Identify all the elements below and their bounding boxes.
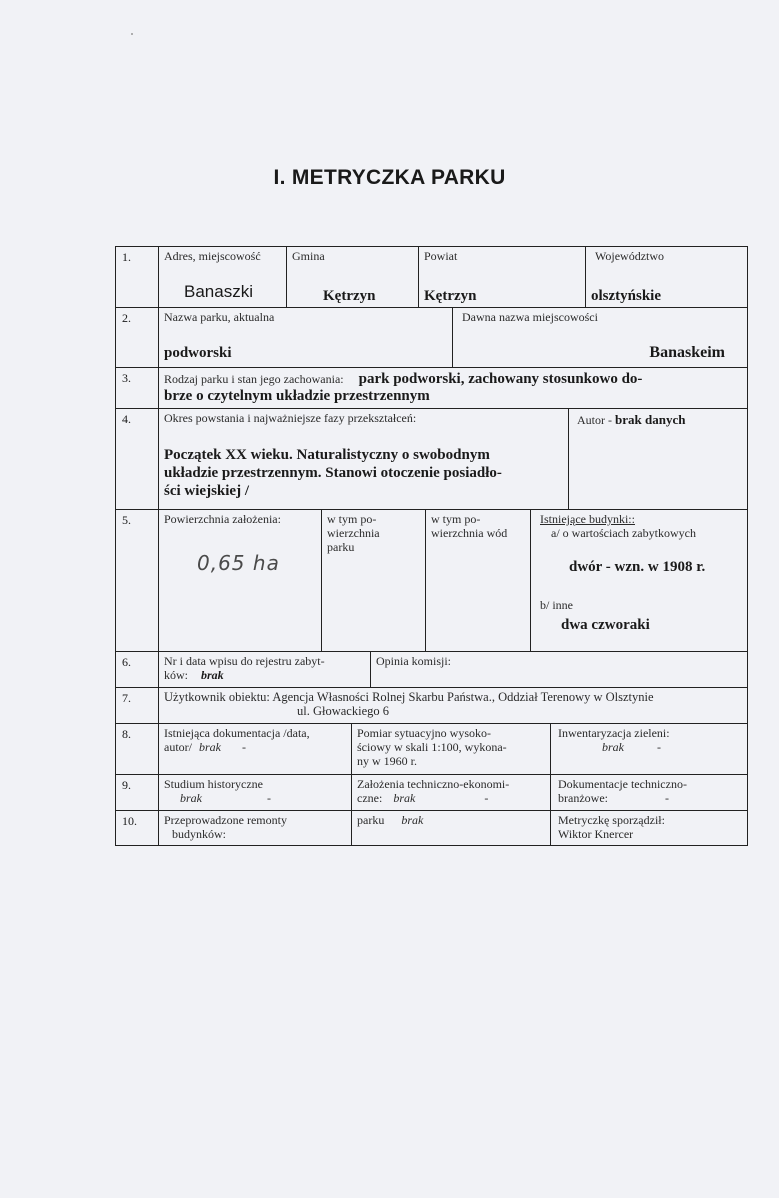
buildings-label: Istniejące budynki::	[540, 512, 635, 526]
branch-docs-label-line-2: branżowe:	[558, 791, 608, 805]
row-7	[116, 688, 747, 724]
row-number: 7.	[122, 691, 131, 705]
prepared-by-value: Wiktor Knercer	[558, 827, 634, 841]
repairs-label-line-2: budynków:	[172, 827, 226, 841]
scan-speck	[131, 33, 133, 35]
buildings-a-label: a/ o wartościach zabytkowych	[551, 526, 696, 540]
old-name-value: Banaskeim	[649, 344, 725, 361]
park-repairs-label: parku	[357, 813, 385, 827]
row-number: 6.	[122, 655, 131, 669]
gmina-value: Kętrzyn	[323, 288, 376, 304]
gmina-label: Gmina	[292, 249, 325, 263]
row-6	[116, 652, 747, 688]
park-type-label: Rodzaj parku i stan jego zachowania:	[164, 372, 344, 386]
row-number: 3.	[122, 371, 131, 385]
documentation-label-line-2: autor/	[164, 740, 192, 754]
row-number: 9.	[122, 778, 131, 792]
row-9	[116, 775, 747, 811]
park-repairs-cell	[351, 811, 550, 845]
park-type-cell	[158, 368, 747, 408]
register-value: brak	[201, 668, 224, 682]
row-number: 5.	[122, 513, 131, 527]
history-study-value: brak	[180, 791, 202, 805]
opinion-cell	[370, 652, 747, 687]
documentation-value: brak	[199, 740, 221, 754]
owner-line-1: Użytkownik obiektu: Agencja Własności Rolnej Skarbu Państwa., Oddział Terenowy w Olsztynie	[164, 690, 654, 704]
water-area-line-2: wierzchnia wód	[431, 526, 508, 540]
address-label: Adres, miejscowość	[164, 249, 261, 263]
park-name-value: podworski	[164, 345, 232, 361]
repairs-label-line-1: Przeprowadzone remonty	[164, 813, 287, 827]
survey-line-2: ściowy w skali 1:100, wykona-	[357, 740, 507, 754]
park-record-form	[115, 246, 748, 846]
row-5	[116, 510, 747, 652]
powiat-value: Kętrzyn	[424, 288, 477, 304]
row-1	[116, 247, 747, 308]
buildings-cell	[530, 510, 747, 651]
register-label-line-2: ków:	[164, 668, 188, 682]
powiat-label: Powiat	[424, 249, 458, 263]
page-title: I. METRYCZKA PARKU	[273, 166, 506, 189]
water-area-line-1: w tym po-	[431, 512, 481, 526]
gmina-cell	[286, 247, 418, 307]
park-type-value-line-1: park podworski, zachowany stosunkowo do-	[358, 371, 643, 387]
row-number: 10.	[122, 814, 137, 828]
greenery-cell	[550, 724, 747, 774]
park-name-label: Nazwa parku, aktualna	[164, 310, 275, 324]
repairs-cell	[158, 811, 351, 845]
origin-line-3: ści wiejskiej /	[164, 483, 249, 499]
history-study-dash: -	[267, 791, 271, 805]
history-study-label: Studium historyczne	[164, 777, 263, 791]
tech-econ-label-line-2: czne:	[357, 791, 383, 805]
park-area-line-2: wierzchnia	[327, 526, 380, 540]
survey-line-3: ny w 1960 r.	[357, 754, 417, 768]
greenery-label: Inwentaryzacja zieleni:	[558, 726, 670, 740]
survey-cell	[351, 724, 550, 774]
origin-line-1: Początek XX wieku. Naturalistyczny o swobodnym	[164, 447, 490, 463]
survey-line-1: Pomiar sytuacyjno wysoko-	[357, 726, 491, 740]
row-8	[116, 724, 747, 775]
water-area-cell	[425, 510, 530, 651]
row-2	[116, 308, 747, 368]
row-number: 4.	[122, 412, 131, 426]
old-name-label: Dawna nazwa miejscowości	[462, 310, 598, 324]
buildings-a-value: dwór - wzn. w 1908 r.	[569, 559, 706, 575]
tech-econ-label-line-1: Założenia techniczno-ekonomi-	[357, 777, 510, 791]
greenery-dash: -	[657, 740, 661, 754]
owner-line-2: ul. Głowackiego 6	[297, 704, 389, 718]
owner-cell	[158, 688, 747, 723]
row-10	[116, 811, 747, 845]
prepared-by-cell	[550, 811, 747, 845]
author-value: brak danych	[615, 412, 686, 427]
address-cell	[158, 247, 286, 307]
branch-docs-cell	[550, 775, 747, 810]
address-value: Banaszki	[184, 282, 253, 301]
row-4	[116, 409, 747, 510]
origin-cell	[158, 409, 568, 509]
tech-econ-cell	[351, 775, 550, 810]
park-area-line-1: w tym po-	[327, 512, 377, 526]
origin-line-2: układzie przestrzennym. Stanowi otoczenie posiadło-	[164, 465, 502, 481]
park-type-value-line-2: brze o czytelnym układzie przestrzennym	[164, 388, 430, 404]
prepared-by-label: Metryczkę sporządził:	[558, 813, 665, 827]
greenery-value: brak	[602, 740, 624, 754]
tech-econ-value: brak	[393, 791, 416, 805]
origin-label: Okres powstania i najważniejsze fazy przekształceń:	[164, 411, 417, 425]
branch-docs-dash: -	[664, 791, 669, 805]
row-3	[116, 368, 747, 409]
register-cell	[158, 652, 370, 687]
tech-econ-dash: -	[484, 791, 489, 805]
area-label: Powierzchnia założenia:	[164, 512, 281, 526]
buildings-b-label: b/ inne	[540, 598, 573, 612]
park-repairs-value: brak	[401, 813, 424, 827]
park-area-cell	[321, 510, 425, 651]
row-number: 2.	[122, 311, 131, 325]
wojewodztwo-cell	[585, 247, 747, 307]
register-label-line-1: Nr i data wpisu do rejestru zabyt-	[164, 654, 325, 668]
area-handwritten-value: 0,65 ha	[197, 551, 280, 575]
wojewodztwo-label: Województwo	[595, 249, 665, 263]
row-number: 1.	[122, 250, 131, 264]
documentation-dash: -	[242, 740, 246, 754]
area-cell	[158, 510, 321, 651]
park-name-cell	[158, 308, 452, 367]
row-number: 8.	[122, 727, 131, 741]
history-study-cell	[158, 775, 351, 810]
park-area-line-3: parku	[327, 540, 355, 554]
author-cell	[568, 409, 747, 509]
old-name-cell	[452, 308, 747, 367]
buildings-b-value: dwa czworaki	[561, 617, 650, 633]
powiat-cell	[418, 247, 585, 307]
wojewodztwo-value: olsztyńskie	[591, 288, 662, 304]
author-label: Autor -	[577, 413, 612, 427]
opinion-label: Opinia komisji:	[376, 654, 451, 668]
branch-docs-label-line-1: Dokumentacje techniczno-	[558, 777, 687, 791]
documentation-label-line-1: Istniejąca dokumentacja /data,	[164, 726, 310, 740]
documentation-cell	[158, 724, 351, 774]
